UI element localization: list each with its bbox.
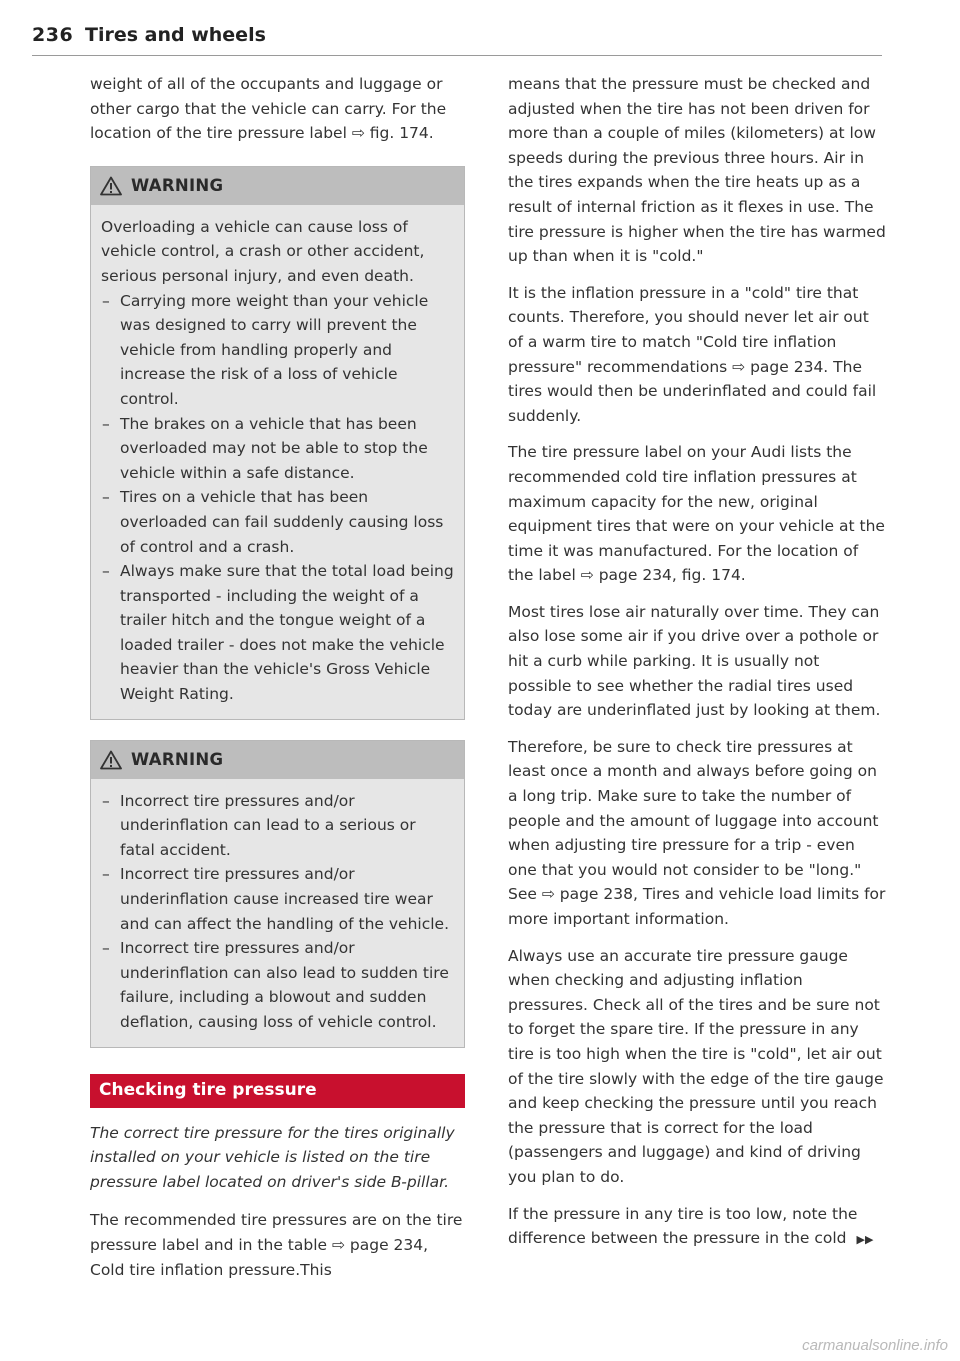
section-heading-bar xyxy=(90,1074,465,1108)
left-paragraph: weight of all of the occupants and luggage or other cargo that the vehicle can carry. For the location of the tire pressure label ⇨ fig. 174. xyxy=(90,75,447,143)
warning-list xyxy=(101,789,454,1035)
warning-triangle-icon xyxy=(100,750,122,770)
warning-list-item: – The brakes on a vehicle that has been overloaded may not be able to stop the vehicle within a safe distance. xyxy=(101,412,454,486)
page-section-title: Tires and wheels xyxy=(85,24,266,46)
left-paragraph: The recommended tire pressures are on the tire pressure label and in the table ⇨ page 234, Cold tire inflation pressure.This xyxy=(90,1211,463,1279)
warning-list-item: – Always make sure that the total load being transported - including the weight of a trailer hitch and the tongue weight of a loaded trailer - does not make the vehicle heavier than the vehicle's Gross Vehicle Weight Rating. xyxy=(101,559,454,707)
right-paragraph: Therefore, be sure to check tire pressures at least once a month and always before going on a long trip. Make sure to take the number of people and the amount of luggage into account when adjusting tire pressure for a trip - even one that you would not consider to be "long." See ⇨ page 238, Tires and vehicle load limits for more important information. xyxy=(508,737,886,928)
right-paragraph: The tire pressure label on your Audi lists the recommended cold tire inflation pressures at maximum capacity for the new, original equipment tires that were on your vehicle at the time it was manufactured. For the location of the label ⇨ page 234, fig. 174. xyxy=(508,443,885,585)
warning-box-overloading xyxy=(90,166,465,720)
warning-body xyxy=(91,205,464,719)
watermark: carmanualsonline.info xyxy=(802,1337,948,1354)
warning-list xyxy=(101,289,454,707)
warning-list-item: – Tires on a vehicle that has been overloaded can fail suddenly causing loss of control and a crash. xyxy=(101,485,454,559)
warning-triangle-icon xyxy=(100,176,122,196)
right-column xyxy=(508,72,886,1253)
warning-body xyxy=(91,779,464,1047)
right-paragraph: Always use an accurate tire pressure gauge when checking and adjusting inflation pressures. Check all of the tires and be sure not to forget the spare tire. If the pressure in any tire is too high when the tire is "cold", let air out of the tire slowly with the edge of the tire gauge and keep checking the pressure until you reach the pressure that is correct for the load (passengers and luggage) and kind of driving you plan to do. xyxy=(508,946,884,1186)
warning-header xyxy=(91,741,464,779)
right-paragraph: It is the inflation pressure in a "cold" tire that counts. Therefore, you should never let air out of a warm tire to match "Cold tire inflation pressure" recommendations ⇨ page 234. The tires would then be underinflated and could fail suddenly. xyxy=(508,283,877,425)
warning-list-item: – Incorrect tire pressures and/or underinflation can lead to a serious or fatal accident. xyxy=(101,789,454,863)
warning-title: WARNING xyxy=(131,175,224,195)
right-paragraph: Most tires lose air naturally over time. They can also lose some air if you drive over a pothole or hit a curb while parking. It is usually not possible to see whether the radial tires used today are underinflated just by looking at them. xyxy=(508,602,881,720)
warning-intro: Overloading a vehicle can cause loss of vehicle control, a crash or other accident, serious personal injury, and even death. xyxy=(101,217,425,285)
warning-title: WARNING xyxy=(131,749,224,769)
continue-arrow-icon: ▶▶ xyxy=(856,1233,874,1247)
right-paragraph: means that the pressure must be checked and adjusted when the tire has not been driven for more than a couple of miles (kilometers) at low speeds during the previous three hours. Air in the tires expands when the tire heats up as a result of internal friction as it flexes in use. The tire pressure is higher when the tire has warmed up than when it is "cold." xyxy=(508,75,886,266)
page-header xyxy=(32,22,882,56)
section-intro: The correct tire pressure for the tires originally installed on your vehicle is listed on the tire pressure label located on driver's side B-pillar. xyxy=(90,1123,455,1191)
warning-list-item: – Incorrect tire pressures and/or underinflation cause increased tire wear and can affect the handling of the vehicle. xyxy=(101,862,454,936)
warning-list-item: – Incorrect tire pressures and/or underinflation can also lead to sudden tire failure, including a blowout and sudden deflation, causing loss of vehicle control. xyxy=(101,936,454,1034)
section-title: Checking tire pressure xyxy=(99,1079,317,1100)
left-column xyxy=(90,72,465,1282)
right-last-text: If the pressure in any tire is too low, note the difference between the pressure in the cold xyxy=(508,1204,858,1248)
warning-list-item: – Carrying more weight than your vehicle was designed to carry will prevent the vehicle from handling properly and increase the risk of a loss of vehicle control. xyxy=(101,289,454,412)
warning-box-tire-pressure xyxy=(90,740,465,1048)
warning-header xyxy=(91,167,464,205)
right-paragraph-last xyxy=(508,1202,886,1253)
page-number: 236 xyxy=(32,24,74,46)
